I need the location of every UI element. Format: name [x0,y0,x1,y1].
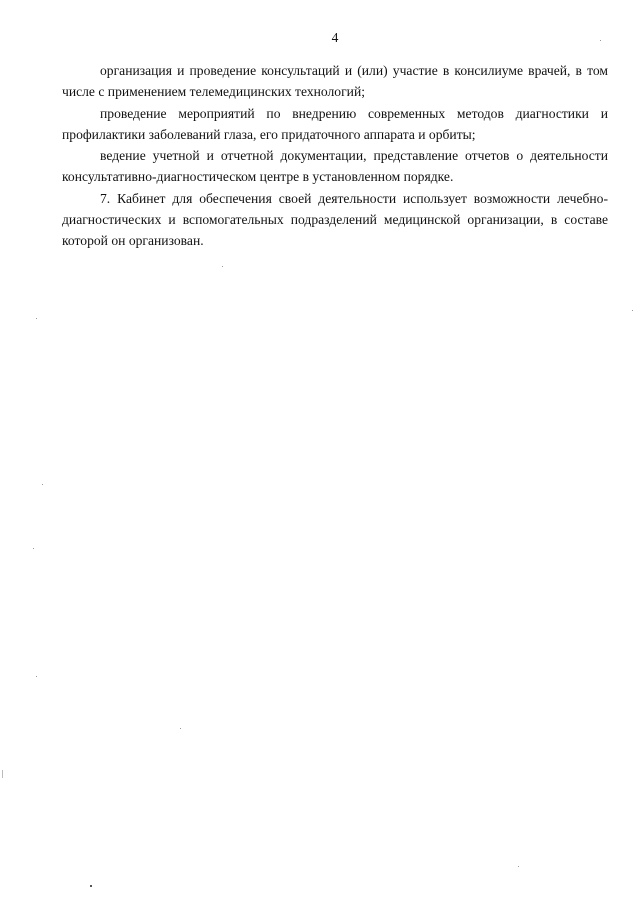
scan-speck [33,548,34,549]
scan-speck [36,676,37,677]
scan-speck [222,266,223,267]
paragraph-documentation: ведение учетной и отчетной документации, представление отчетов о деятельности консультативно-диагностическом центре в установленном порядке. [62,148,608,185]
paragraph-diagnostics-methods: проведение мероприятий по внедрению современных методов диагностики и профилактики заболеваний глаза, его придаточного аппарата и орбиты; [62,105,608,142]
scan-speck [2,770,3,778]
page-number: 4 [331,30,339,45]
paragraph-item-7: 7. Кабинет для обеспечения своей деятельности использует возможности лечебно-диагностических и вспомогательных подразделений медицинской организации, в составе которой он организован. [62,190,608,249]
scan-speck [180,728,181,729]
scan-speck [36,318,37,319]
scan-speck [42,484,43,485]
scan-speck [90,885,92,887]
document-body [62,60,608,252]
scan-speck [518,866,519,867]
scan-speck [632,310,633,311]
scan-speck [600,40,601,41]
paragraph-consultations: организация и проведение консультаций и (или) участие в консилиуме врачей, в том числе с применением телемедицинских технологий; [62,63,608,100]
